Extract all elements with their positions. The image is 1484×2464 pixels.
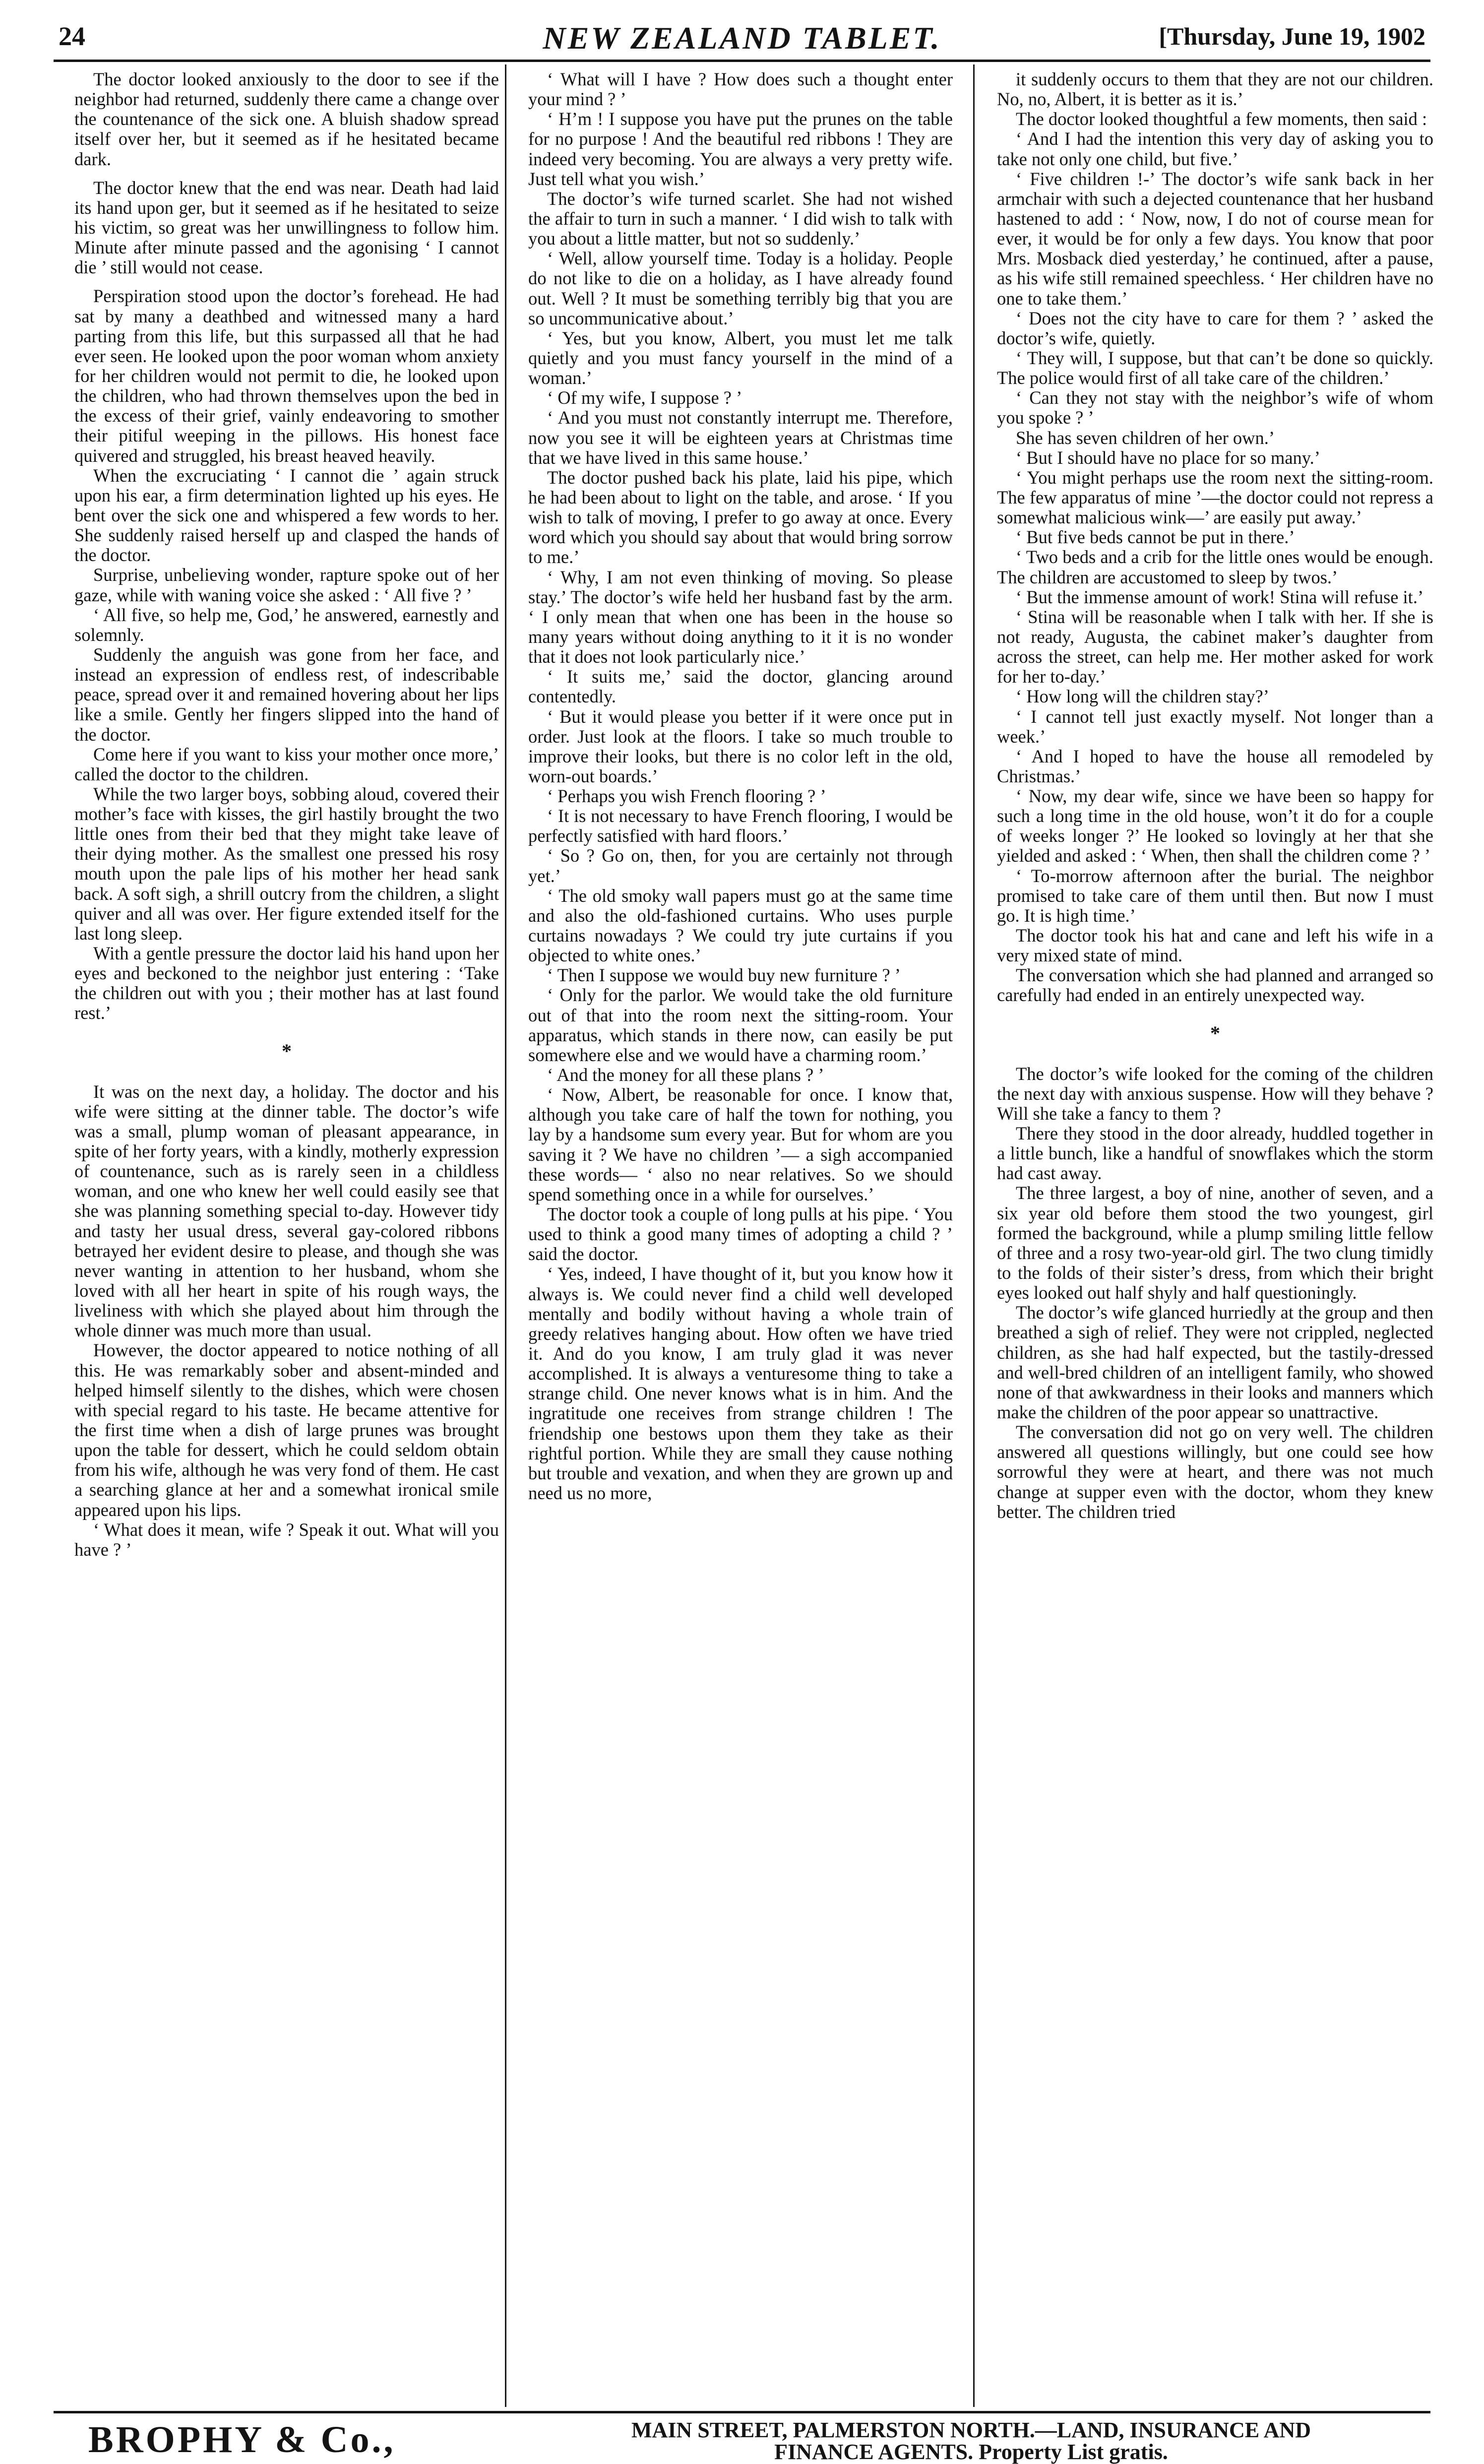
paragraph: When the excruciating ‘ I cannot die ’ again struck upon his ear, a firm determination lighted up his eyes. He bent over the sick one and whispered a few words to her. She suddenly raised herself up and clasped the hands of the doctor. [74, 465, 499, 566]
column-rule [973, 64, 975, 2407]
paragraph: ‘ Well, allow yourself time. Today is a holiday. People do not like to die on a holiday, as I have already found out. Well ? It must be something terribly big that you are so uncommunicative about.’ [528, 248, 953, 328]
paragraph: ‘ Yes, indeed, I have thought of it, but you know how it always is. We could never find a child well developed mentally and bodily without having a whole train of greedy relatives hanging about. How often we have tried it. And do you know, I am truly glad it was never accomplished. It is always a venturesome thing to take a strange child. One never knows what is in him. And the ingratitude one receives from strange children ! The friendship one bestows upon them they take as their rightful portion. While they are small they cause nothing but trouble and vexation, and when they are grown up and need us no more, [528, 1264, 953, 1503]
paragraph: She has seven children of her own.’ [1016, 427, 1275, 448]
paragraph: ‘ Now, Albert, be reasonable for once. I know that, although you take care of half the town for nothing, you lay by a handsome sum every year. But for whom are you saving it ? We have no children ’— a sigh accompanied these words— ‘ also no near relatives. So we should spend something once in a while for ourselves.’ [528, 1084, 953, 1204]
paragraph: ‘ And I had the intention this very day of asking you to take not only one child, but five.’ [997, 128, 1433, 169]
paragraph: While the two larger boys, sobbing aloud, covered their mother’s face with kisses, the girl hastily brought the two little ones from their bed that they might take leave of their dying mother. As the smallest one pressed his rosy mouth upon the pale lips of his mother her head sank back. A soft sigh, a shrill outcry from the children, a slight quiver and all was over. Her figure extended itself for the last long sleep. [74, 783, 499, 944]
paragraph: ‘ Perhaps you wish French flooring ? ’ [547, 786, 826, 807]
paragraph: ‘ The old smoky wall papers must go at the same time and also the old-fashioned curtains. Who uses purple curtains nowadays ? We could try jute curtains if you objected to white ones.’ [528, 885, 953, 966]
paragraph: However, the doctor appeared to notice nothing of all this. He was remarkably sober and absent-minded and helped himself silently to the dishes, which were chosen with special regard to his taste. He became attentive for the first time when a dish of large prunes was brought upon the table for dessert, which he could seldom obtain from his wife, although he was very fond of them. He cast a searching glance at her and a somewhat ironical smile appeared upon his lips. [74, 1340, 499, 1520]
paragraph: ‘ And the money for all these plans ? ’ [547, 1065, 824, 1085]
paragraph: The doctor pushed back his plate, laid his pipe, which he had been about to light on the table, and arose. ‘ If you wish to talk of moving, I prefer to go away at once. Every word which you should say about that would bring sorrow to me.’ [528, 467, 953, 568]
paragraph: ‘ It is not necessary to have French flooring, I would be perfectly satisfied with hard floors.’ [528, 806, 953, 846]
paragraph: ‘ Two beds and a crib for the little ones would be enough. The children are accustomed to sleep by twos.’ [997, 547, 1433, 587]
paragraph: It was on the next day, a holiday. The doctor and his wife were sitting at the dinner table. The doctor’s wife was a small, plump woman of pleasant appearance, in spite of her forty years, with a kindly, motherly expression of countenance, such as is rarely seen in a childless woman, and one who knew her well could easily see that she was planning something special to-day. However tidy and tasty her usual dress, several gay-colored ribbons betrayed her evident desire to please, and though she was never wanting in attention to her husband, whom she loved with all her heart in spite of his rough ways, the liveliness with which she played about him through the whole dinner was much more than usual. [74, 1081, 499, 1341]
paragraph: The conversation did not go on very well. The children answered all questions willingly, but one could see how sorrowful they were at heart, and there was not much change at supper even with the doctor, whom they knew better. The children tried [997, 1422, 1433, 1522]
column-3 [997, 69, 1433, 2406]
paragraph: The doctor took his hat and cane and left his wife in a very mixed state of mind. [997, 925, 1433, 966]
advertisement-line-1: MAIN STREET, PALMERSTON NORTH.—LAND, INSURANCE AND [631, 2418, 1311, 2442]
paragraph: Come here if you want to kiss your mother once more,’ called the doctor to the children. [74, 744, 499, 784]
paragraph: The conversation which she had planned and arranged so carefully had ended in an entirely unexpected way. [997, 965, 1433, 1006]
paragraph: Suddenly the anguish was gone from her face, and instead an expression of endless rest, of indescribable peace, spread over it and remained hovering about her lips like a smile. Gently her fingers slipped into the hand of the doctor. [74, 644, 499, 745]
paragraph: ‘ What does it mean, wife ? Speak it out. What will you have ? ’ [74, 1519, 499, 1560]
paragraph: ‘ H’m ! I suppose you have put the prunes on the table for no purpose ! And the beautiful red ribbons ! They are indeed very becoming. You are always a very pretty wife. Just tell what you wish.’ [528, 109, 953, 189]
paragraph: ‘ Of my wife, I suppose ? ’ [547, 387, 742, 408]
paragraph: ‘ Why, I am not even thinking of moving. So please stay.’ The doctor’s wife held her husband fast by the arm. ‘ I only mean that when one has been in the house so many years without doing anything to it it is no wonder that it does not look particularly nice.’ [528, 567, 953, 667]
advertisement-footer [54, 2411, 1430, 2464]
paragraph: ‘ All five, so help me, God,’ he answered, earnestly and solemnly. [74, 604, 499, 645]
paragraph: The doctor’s wife turned scarlet. She had not wished the affair to turn in such a manner. ‘ I did wish to talk with you about a little matter, but not so suddenly.’ [528, 188, 953, 249]
paragraph: The doctor knew that the end was near. Death had laid its hand upon ger, but it seemed as if he hesitated to seize his victim, so great was her unwillingness to follow him. Minute after minute passed and the agonising ‘ I cannot die ’ still would not cease. [74, 177, 499, 278]
column-rule [505, 64, 506, 2407]
paragraph: The doctor’s wife glanced hurriedly at the group and then breathed a sigh of relief. They were not crippled, neglected children, as she had half expected, but the tastily-dressed and well-bred children of an intelligent family, who showed none of that awkwardness in their looks and manners which make the children of the poor appear so unattractive. [997, 1302, 1433, 1422]
paragraph: Perspiration stood upon the doctor’s forehead. He had sat by many a deathbed and witnessed many a hard parting from this life, but this surpassed all that he had ever seen. He looked upon the poor woman whom anxiety for her children would not permit to die, he looked upon the children, who had thrown themselves upon the bed in the excess of their grief, vainly endeavoring to smother their pitiful weeping in the pillows. His honest face quivered and struggled, his breast heaved heavily. [74, 286, 499, 466]
paragraph: ‘ And I hoped to have the house all remodeled by Christmas.’ [997, 746, 1433, 786]
paragraph: ‘ Does not the city have to care for them ? ’ asked the doctor’s wife, quietly. [997, 308, 1433, 348]
paragraph: ‘ Yes, but you know, Albert, you must let me talk quietly and you must fancy yourself in the mind of a woman.’ [528, 327, 953, 388]
advertisement-text [530, 2419, 1413, 2463]
paragraph: ‘ Then I suppose we would buy new furniture ? ’ [547, 965, 901, 986]
advertisement-tagline: Property List gratis. [979, 2440, 1168, 2464]
paragraph: ‘ But five beds cannot be put in there.’ [1016, 527, 1295, 548]
advertiser-name: BROPHY & Co., [88, 2419, 396, 2461]
page-number: 24 [59, 21, 85, 51]
paragraph: ‘ But it would please you better if it were once put in order. Just look at the floors. I take so much trouble to improve their looks, but there is no color left in the old, worn-out boards.’ [528, 706, 953, 786]
paragraph: ‘ But I should have no place for so many.’ [1016, 447, 1320, 468]
paragraph: ‘ Only for the parlor. We would take the old furniture out of that into the room next the sitting-room. Your apparatus, which stands in there now, can easily be put somewhere else and we would have a charming room.’ [528, 985, 953, 1065]
publication-title: NEW ZEALAND TABLET. [543, 20, 941, 56]
advertisement-line-2 [530, 2441, 1413, 2463]
advertisement-agents: FINANCE AGENTS. [774, 2440, 974, 2464]
paragraph: The doctor’s wife looked for the coming of the children the next day with anxious suspense. How will they behave ? Will she take a fancy to them ? [997, 1063, 1433, 1124]
paragraph: ‘ Now, my dear wife, since we have been so happy for such a long time in the old house, won’t it do for a couple of weeks longer ?’ He looked so lovingly at her that she yielded and asked : ‘ When, then shall the children come ? ’ [997, 786, 1433, 866]
paragraph: ‘ They will, I suppose, but that can’t be done so quickly. The police would first of all take care of the children.’ [997, 347, 1433, 388]
paragraph: ‘ What will I have ? How does such a thought enter your mind ? ’ [528, 69, 953, 110]
paragraph: ‘ Five children !-’ The doctor’s wife sank back in her armchair with such a dejected countenance that her husband hastened to add : ‘ Now, now, I do not of course mean for ever, it would be for only a few days. You know that poor Mrs. Mosback died yesterday,’ he continued, after a pause, as his wife still remained speechless. ‘ Her children have no one to take them.’ [997, 168, 1433, 309]
paragraph: There they stood in the door already, huddled together in a little bunch, like a handful of snowflakes which the storm had cast away. [997, 1123, 1433, 1184]
paragraph: ‘ Stina will be reasonable when I talk with her. If she is not ready, Augusta, the cabinet maker’s daughter from across the street, can help me. Her mother asked for work for her to-day.’ [997, 606, 1433, 687]
paragraph: The doctor looked anxiously to the door to see if the neighbor had returned, suddenly there came a change over the countenance of the sick one. A bluish shadow spread itself over her, but it seemed as if he hesitated became dark. [74, 69, 499, 169]
paragraph: ‘ How long will the children stay?’ [1016, 686, 1269, 707]
paragraph: it suddenly occurs to them that they are not our children. No, no, Albert, it is better as it is.’ [997, 69, 1433, 110]
section-break: * [282, 1039, 292, 1062]
paragraph: ‘ I cannot tell just exactly myself. Not longer than a week.’ [997, 706, 1433, 747]
masthead [54, 17, 1430, 62]
column-2 [528, 69, 953, 2406]
issue-date: [Thursday, June 19, 1902 [1159, 22, 1425, 50]
paragraph: Surprise, unbelieving wonder, rapture spoke out of her gaze, while with waning voice she asked : ‘ All five ? ’ [74, 565, 499, 605]
paragraph: With a gentle pressure the doctor laid his hand upon her eyes and beckoned to the neighbor just entering : ‘Take the children out with you ; their mother has at last found rest.’ [74, 943, 499, 1023]
paragraph: ‘ You might perhaps use the room next the sitting-room. The few apparatus of mine ’—the doctor could not repress a somewhat malicious wink—’ are easily put away.’ [997, 467, 1433, 528]
paragraph: ‘ Can they not stay with the neighbor’s wife of whom you spoke ? ’ [997, 387, 1433, 428]
paragraph: The doctor looked thoughtful a few moments, then said : [1016, 109, 1427, 129]
paragraph: The three largest, a boy of nine, another of seven, and a six year old before them stood the two youngest, girl formed the background, while a plump smiling little fellow of three and a rosy two-year-old girl. The two clung timidly to the folds of their sister’s dress, from which their bright eyes looked out half shyly and half questioningly. [997, 1183, 1433, 1303]
paragraph: ‘ It suits me,’ said the doctor, glancing around contentedly. [528, 666, 953, 707]
paragraph: ‘ And you must not constantly interrupt me. Therefore, now you see it will be eighteen years at Christmas time that we have lived in this same house.’ [528, 407, 953, 468]
section-break: * [1210, 1021, 1220, 1044]
column-1 [74, 69, 499, 2406]
paragraph: ‘ So ? Go on, then, for you are certainly not through yet.’ [528, 845, 953, 886]
paragraph: ‘ To-morrow afternoon after the burial. The neighbor promised to take care of them until then. But now I must go. It is high time.’ [997, 865, 1433, 926]
paragraph: ‘ But the immense amount of work! Stina will refuse it.’ [1016, 586, 1424, 607]
paragraph: The doctor took a couple of long pulls at his pipe. ‘ You used to think a good many times of adopting a child ? ’ said the doctor. [528, 1204, 953, 1264]
